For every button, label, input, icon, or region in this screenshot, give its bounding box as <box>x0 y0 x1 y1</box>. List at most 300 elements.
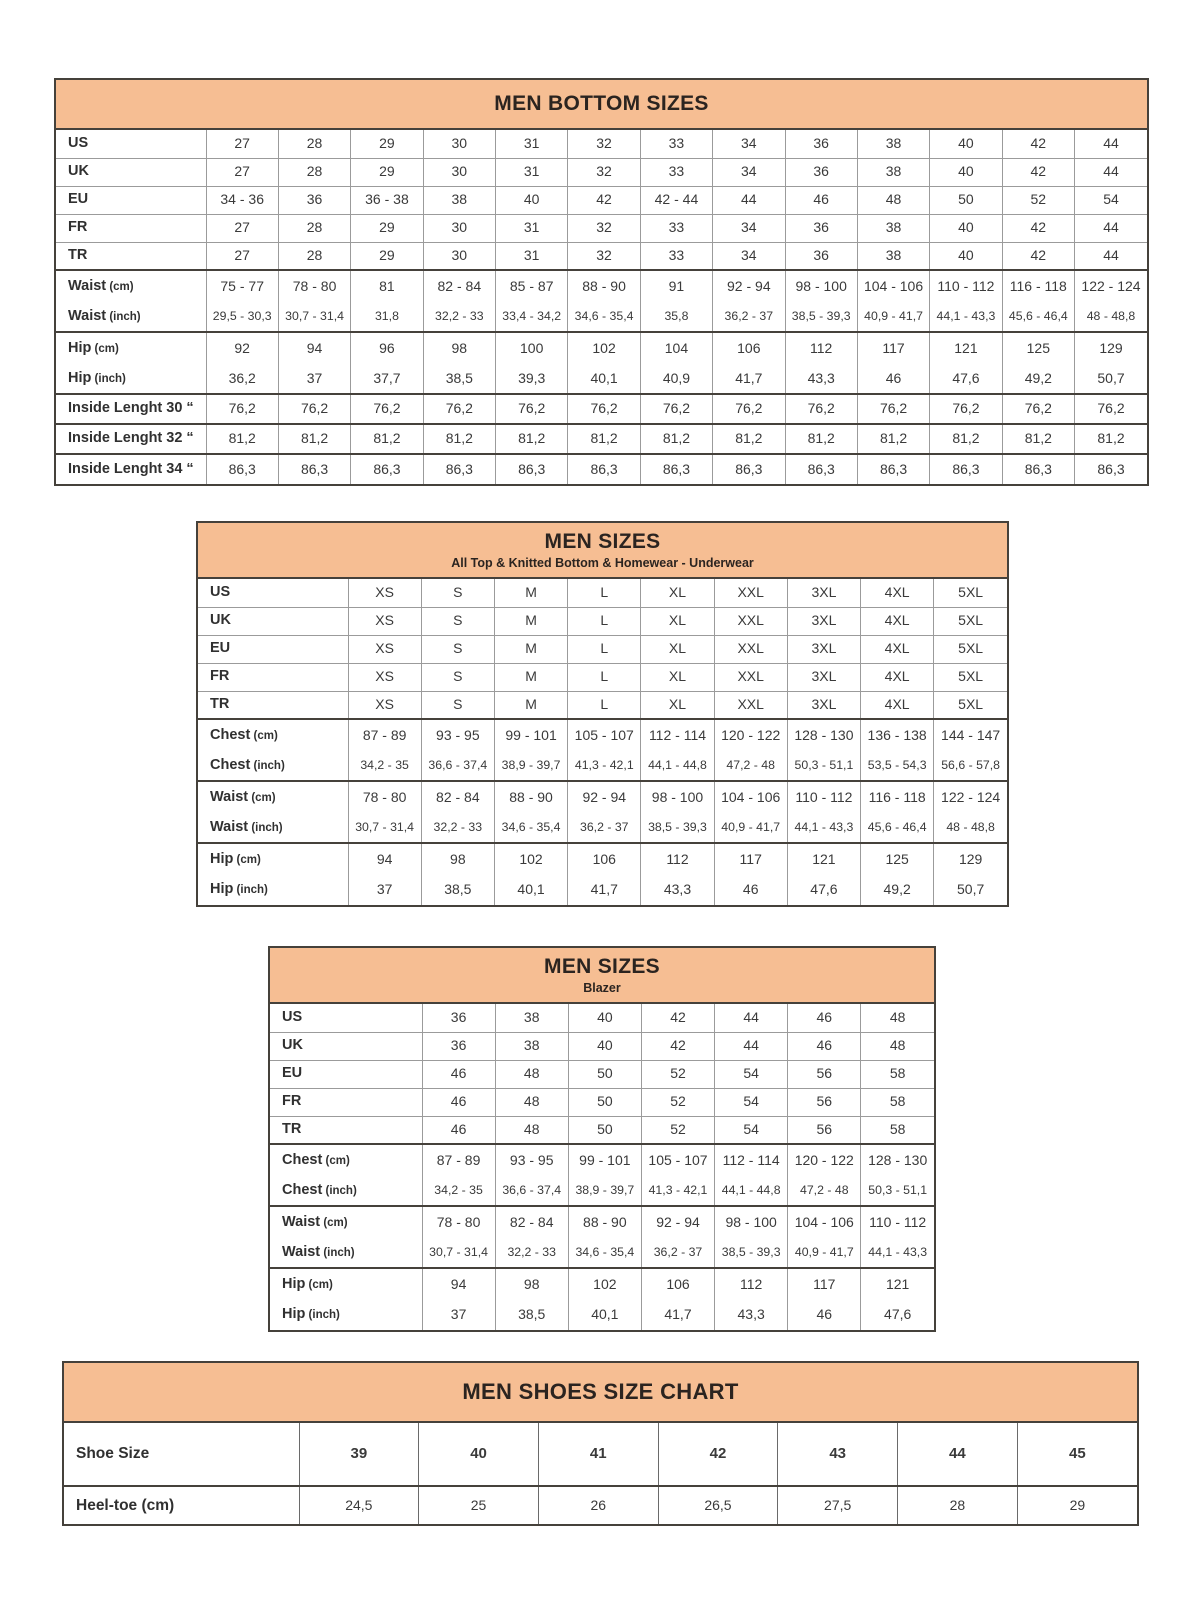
value-cell: 43,3 <box>641 875 714 905</box>
value-cell: 3XL <box>787 607 860 635</box>
row-label: TR <box>198 691 348 719</box>
value-cell: 36 <box>785 158 857 186</box>
row-label: Hip (cm) <box>56 332 206 364</box>
value-cell: 50 <box>568 1088 641 1116</box>
value-cell: 41 <box>538 1423 658 1486</box>
value-cell: 50 <box>930 186 1002 214</box>
value-cell: 98 - 100 <box>785 270 857 302</box>
value-cell: 34 <box>713 214 785 242</box>
value-cell: 30,7 - 31,4 <box>278 302 350 332</box>
value-cell: 112 <box>715 1268 788 1300</box>
row-label: Chest (inch) <box>282 1181 357 1198</box>
value-cell: XS <box>348 579 421 607</box>
table-row <box>56 302 1147 332</box>
value-cell: 40,1 <box>568 364 640 394</box>
value-cell: 27 <box>206 130 278 158</box>
row-label: Chest (cm) <box>270 1144 422 1176</box>
value-cell: 121 <box>787 843 860 875</box>
value-cell: 33 <box>640 242 712 270</box>
value-cell: 112 <box>641 843 714 875</box>
value-cell: 58 <box>861 1116 934 1144</box>
value-cell: 58 <box>861 1060 934 1088</box>
value-cell: 30 <box>423 130 495 158</box>
table-row <box>56 394 1147 424</box>
value-cell: 104 <box>640 332 712 364</box>
men-shoes-size-chart-section <box>62 1361 1139 1526</box>
men-bottom-sizes-section <box>54 78 1149 486</box>
value-cell: 121 <box>861 1268 934 1300</box>
value-cell: 5XL <box>934 691 1007 719</box>
value-cell: 38,9 - 39,7 <box>568 1176 641 1206</box>
value-cell: 30 <box>423 214 495 242</box>
table-row <box>198 635 1007 663</box>
table-row <box>270 1032 934 1060</box>
value-cell: 76,2 <box>206 394 278 424</box>
value-cell: 37 <box>278 364 350 394</box>
row-label: US <box>282 1008 303 1025</box>
value-cell: 110 - 112 <box>930 270 1002 302</box>
table-row <box>198 875 1007 905</box>
table-title: MEN SIZES <box>544 530 661 554</box>
value-cell: 76,2 <box>1002 394 1074 424</box>
value-cell: S <box>421 663 494 691</box>
value-cell: 102 <box>568 332 640 364</box>
value-cell: 46 <box>788 1300 861 1330</box>
value-cell: 54 <box>715 1116 788 1144</box>
value-cell: 28 <box>898 1486 1018 1524</box>
value-cell: 36 <box>422 1004 495 1032</box>
table-row <box>56 424 1147 454</box>
value-cell: 99 - 101 <box>494 719 567 751</box>
table-row <box>198 719 1007 751</box>
value-cell: 46 <box>422 1060 495 1088</box>
row-label: FR <box>198 663 348 691</box>
men-bottom-sizes-table <box>56 130 1147 484</box>
value-cell: 30 <box>423 242 495 270</box>
value-cell: 96 <box>351 332 423 364</box>
table-row <box>56 364 1147 394</box>
men-sizes-tops-table <box>198 579 1007 905</box>
table-title: MEN BOTTOM SIZES <box>494 91 709 115</box>
table-row <box>270 1206 934 1238</box>
value-cell: 31,8 <box>351 302 423 332</box>
value-cell: 34,6 - 35,4 <box>568 1238 641 1268</box>
value-cell: 48 - 48,8 <box>1075 302 1148 332</box>
value-cell: 44 <box>715 1004 788 1032</box>
table-row <box>270 1268 934 1300</box>
value-cell: 56 <box>788 1116 861 1144</box>
table-row <box>270 1088 934 1116</box>
table-row <box>270 1060 934 1088</box>
value-cell: 99 - 101 <box>568 1144 641 1176</box>
men-shoes-size-chart-table <box>64 1423 1137 1524</box>
value-cell: 4XL <box>861 691 934 719</box>
value-cell: 100 <box>496 332 568 364</box>
value-cell: 76,2 <box>1075 394 1148 424</box>
value-cell: 34,2 - 35 <box>348 751 421 781</box>
value-cell: 54 <box>715 1060 788 1088</box>
value-cell: XL <box>641 663 714 691</box>
value-cell: XL <box>641 635 714 663</box>
value-cell: XXL <box>714 663 787 691</box>
value-cell: 40 <box>930 130 1002 158</box>
men-bottom-sizes-header <box>56 80 1147 130</box>
value-cell: 98 <box>495 1268 568 1300</box>
value-cell: 102 <box>494 843 567 875</box>
value-cell: 110 - 112 <box>787 781 860 813</box>
value-cell: 45 <box>1017 1423 1137 1486</box>
value-cell: 38,5 <box>423 364 495 394</box>
value-cell: 38 <box>857 214 929 242</box>
value-cell: 3XL <box>787 663 860 691</box>
value-cell: 136 - 138 <box>861 719 934 751</box>
value-cell: L <box>568 691 641 719</box>
value-cell: 54 <box>1075 186 1148 214</box>
value-cell: 36,2 - 37 <box>713 302 785 332</box>
value-cell: 46 <box>788 1004 861 1032</box>
value-cell: S <box>421 691 494 719</box>
value-cell: XXL <box>714 579 787 607</box>
value-cell: 42 <box>1002 242 1074 270</box>
value-cell: 86,3 <box>640 454 712 484</box>
row-label: Chest (inch) <box>210 756 285 773</box>
row-label-unit: (cm) <box>320 1216 348 1229</box>
value-cell: S <box>421 607 494 635</box>
value-cell: 76,2 <box>351 394 423 424</box>
value-cell: 86,3 <box>785 454 857 484</box>
value-cell: 38 <box>495 1032 568 1060</box>
value-cell: 88 - 90 <box>568 1206 641 1238</box>
row-label: EU <box>198 635 348 663</box>
value-cell: 47,6 <box>861 1300 934 1330</box>
value-cell: 82 - 84 <box>495 1206 568 1238</box>
value-cell: 29 <box>351 242 423 270</box>
table-row <box>56 186 1147 214</box>
value-cell: 122 - 124 <box>934 781 1007 813</box>
value-cell: L <box>568 635 641 663</box>
value-cell: 28 <box>278 158 350 186</box>
value-cell: 106 <box>641 1268 714 1300</box>
value-cell: 3XL <box>787 579 860 607</box>
value-cell: 76,2 <box>785 394 857 424</box>
value-cell: 47,2 - 48 <box>788 1176 861 1206</box>
value-cell: 3XL <box>787 635 860 663</box>
value-cell: 81,2 <box>496 424 568 454</box>
table-subtitle: All Top & Knitted Bottom & Homewear - Underwear <box>451 555 754 570</box>
value-cell: 32 <box>568 214 640 242</box>
row-label: Waist (cm) <box>56 270 206 302</box>
value-cell: 36,2 - 37 <box>641 1238 714 1268</box>
value-cell: 32 <box>568 130 640 158</box>
value-cell: 38 <box>857 130 929 158</box>
value-cell: 144 - 147 <box>934 719 1007 751</box>
men-sizes-blazer-table <box>270 1004 934 1330</box>
value-cell: 28 <box>278 242 350 270</box>
value-cell: 42 <box>641 1004 714 1032</box>
value-cell: 37 <box>422 1300 495 1330</box>
value-cell: 86,3 <box>930 454 1002 484</box>
value-cell: 78 - 80 <box>348 781 421 813</box>
value-cell: 41,7 <box>641 1300 714 1330</box>
value-cell: 38,5 - 39,3 <box>715 1238 788 1268</box>
value-cell: 44 <box>715 1032 788 1060</box>
value-cell: 40 <box>568 1032 641 1060</box>
row-label: Waist (cm) <box>198 781 348 813</box>
value-cell: 112 <box>785 332 857 364</box>
row-label: UK <box>198 607 348 635</box>
value-cell: 34 <box>713 242 785 270</box>
value-cell: 31 <box>496 158 568 186</box>
value-cell: 42 <box>1002 158 1074 186</box>
value-cell: 81,2 <box>640 424 712 454</box>
value-cell: 117 <box>788 1268 861 1300</box>
value-cell: L <box>568 607 641 635</box>
value-cell: 31 <box>496 214 568 242</box>
value-cell: 40,9 - 41,7 <box>714 813 787 843</box>
value-cell: 45,6 - 46,4 <box>1002 302 1074 332</box>
value-cell: 88 - 90 <box>494 781 567 813</box>
value-cell: 120 - 122 <box>714 719 787 751</box>
value-cell: 41,7 <box>568 875 641 905</box>
value-cell: M <box>494 663 567 691</box>
table-row <box>198 843 1007 875</box>
value-cell: 4XL <box>861 663 934 691</box>
value-cell: 36 <box>785 214 857 242</box>
row-label: EU <box>56 186 206 214</box>
value-cell: 25 <box>419 1486 539 1524</box>
value-cell: 46 <box>788 1032 861 1060</box>
table-row <box>56 454 1147 484</box>
value-cell: 48 <box>495 1088 568 1116</box>
value-cell: 5XL <box>934 579 1007 607</box>
value-cell: 40,9 - 41,7 <box>857 302 929 332</box>
value-cell: 32,2 - 33 <box>423 302 495 332</box>
row-label-unit: (inch) <box>305 1309 340 1322</box>
value-cell: 34 <box>713 158 785 186</box>
value-cell: 38,5 - 39,3 <box>641 813 714 843</box>
value-cell: 86,3 <box>1002 454 1074 484</box>
value-cell: 58 <box>861 1088 934 1116</box>
value-cell: 42 - 44 <box>640 186 712 214</box>
men-sizes-blazer-header <box>270 948 934 1004</box>
row-label: Heel-toe (cm) <box>64 1486 299 1524</box>
value-cell: 42 <box>1002 130 1074 158</box>
value-cell: 86,3 <box>351 454 423 484</box>
value-cell: 81 <box>351 270 423 302</box>
row-label: Waist (inch) <box>210 818 283 835</box>
value-cell: 76,2 <box>640 394 712 424</box>
value-cell: 26,5 <box>658 1486 778 1524</box>
value-cell: 50,7 <box>1075 364 1148 394</box>
value-cell: 31 <box>496 242 568 270</box>
table-row <box>270 1144 934 1176</box>
value-cell: 40,9 <box>640 364 712 394</box>
value-cell: 48 <box>861 1032 934 1060</box>
value-cell: 81,2 <box>351 424 423 454</box>
table-row <box>198 607 1007 635</box>
table-row <box>270 1300 934 1330</box>
value-cell: 29 <box>1017 1486 1137 1524</box>
value-cell: 4XL <box>861 579 934 607</box>
value-cell: 46 <box>422 1116 495 1144</box>
value-cell: 125 <box>1002 332 1074 364</box>
value-cell: 36 <box>278 186 350 214</box>
row-label-unit: (cm) <box>250 729 278 742</box>
value-cell: 27 <box>206 214 278 242</box>
value-cell: 81,2 <box>857 424 929 454</box>
value-cell: XS <box>348 691 421 719</box>
value-cell: 28 <box>278 214 350 242</box>
value-cell: 42 <box>641 1032 714 1060</box>
row-label: Hip (inch) <box>68 369 126 386</box>
row-label-unit: (inch) <box>91 372 126 385</box>
value-cell: 40,1 <box>568 1300 641 1330</box>
row-label-unit: (cm) <box>233 853 261 866</box>
value-cell: 86,3 <box>713 454 785 484</box>
table-row <box>198 781 1007 813</box>
row-label: Chest (cm) <box>198 719 348 751</box>
value-cell: S <box>421 579 494 607</box>
value-cell: 49,2 <box>861 875 934 905</box>
value-cell: 52 <box>1002 186 1074 214</box>
value-cell: 38 <box>857 242 929 270</box>
row-label: Inside Lenght 32 “ <box>56 424 206 454</box>
value-cell: 52 <box>641 1060 714 1088</box>
value-cell: 40 <box>419 1423 539 1486</box>
value-cell: 106 <box>713 332 785 364</box>
value-cell: XS <box>348 663 421 691</box>
value-cell: 98 <box>421 843 494 875</box>
value-cell: 48 - 48,8 <box>934 813 1007 843</box>
value-cell: 88 - 90 <box>568 270 640 302</box>
table-row <box>56 270 1147 302</box>
value-cell: XXL <box>714 635 787 663</box>
table-row <box>56 158 1147 186</box>
value-cell: 38,5 <box>495 1300 568 1330</box>
table-row <box>270 1004 934 1032</box>
value-cell: 33 <box>640 158 712 186</box>
value-cell: 4XL <box>861 607 934 635</box>
value-cell: 36 <box>785 242 857 270</box>
value-cell: 44 <box>1075 242 1148 270</box>
value-cell: 50,7 <box>934 875 1007 905</box>
value-cell: 50,3 - 51,1 <box>787 751 860 781</box>
value-cell: 122 - 124 <box>1075 270 1148 302</box>
row-label: Waist (inch) <box>282 1243 355 1260</box>
value-cell: 82 - 84 <box>423 270 495 302</box>
value-cell: XL <box>641 579 714 607</box>
table-title: MEN SHOES SIZE CHART <box>462 1379 739 1405</box>
row-label-unit: (cm) <box>305 1278 333 1291</box>
value-cell: 41,3 - 42,1 <box>568 751 641 781</box>
value-cell: 29 <box>351 158 423 186</box>
value-cell: 128 - 130 <box>787 719 860 751</box>
value-cell: 92 - 94 <box>568 781 641 813</box>
value-cell: 76,2 <box>713 394 785 424</box>
value-cell: 39,3 <box>496 364 568 394</box>
value-cell: 53,5 - 54,3 <box>861 751 934 781</box>
value-cell: 29 <box>351 214 423 242</box>
value-cell: 98 <box>423 332 495 364</box>
value-cell: 37 <box>348 875 421 905</box>
value-cell: 81,2 <box>568 424 640 454</box>
value-cell: M <box>494 607 567 635</box>
men-sizes-blazer-section <box>268 946 936 1332</box>
value-cell: 40 <box>930 214 1002 242</box>
value-cell: 128 - 130 <box>861 1144 934 1176</box>
value-cell: 76,2 <box>930 394 1002 424</box>
value-cell: 82 - 84 <box>421 781 494 813</box>
value-cell: 91 <box>640 270 712 302</box>
value-cell: L <box>568 663 641 691</box>
value-cell: 49,2 <box>1002 364 1074 394</box>
row-label: Hip (cm) <box>198 843 348 875</box>
value-cell: 104 - 106 <box>788 1206 861 1238</box>
value-cell: 46 <box>785 186 857 214</box>
value-cell: 87 - 89 <box>422 1144 495 1176</box>
value-cell: 40,9 - 41,7 <box>788 1238 861 1268</box>
value-cell: 120 - 122 <box>788 1144 861 1176</box>
row-label-unit: (cm) <box>91 342 119 355</box>
value-cell: 38 <box>495 1004 568 1032</box>
value-cell: M <box>494 579 567 607</box>
value-cell: 121 <box>930 332 1002 364</box>
value-cell: 116 - 118 <box>861 781 934 813</box>
row-label: Waist (cm) <box>270 1206 422 1238</box>
table-row <box>64 1486 1137 1524</box>
value-cell: 38 <box>423 186 495 214</box>
value-cell: 33 <box>640 130 712 158</box>
value-cell: 81,2 <box>1075 424 1148 454</box>
value-cell: 33 <box>640 214 712 242</box>
table-row <box>64 1423 1137 1486</box>
table-row <box>198 751 1007 781</box>
value-cell: 38,5 <box>421 875 494 905</box>
value-cell: 78 - 80 <box>422 1206 495 1238</box>
value-cell: 76,2 <box>496 394 568 424</box>
value-cell: 36 <box>422 1032 495 1060</box>
value-cell: 76,2 <box>423 394 495 424</box>
value-cell: M <box>494 691 567 719</box>
value-cell: 81,2 <box>206 424 278 454</box>
row-label: Hip (inch) <box>210 881 268 898</box>
value-cell: 56 <box>788 1060 861 1088</box>
value-cell: 86,3 <box>423 454 495 484</box>
men-shoes-size-chart-header <box>64 1363 1137 1423</box>
value-cell: 42 <box>568 186 640 214</box>
value-cell: 92 - 94 <box>713 270 785 302</box>
value-cell: 44 <box>713 186 785 214</box>
value-cell: 42 <box>1002 214 1074 242</box>
value-cell: 81,2 <box>713 424 785 454</box>
row-label: FR <box>56 214 206 242</box>
value-cell: 48 <box>857 186 929 214</box>
value-cell: 48 <box>495 1116 568 1144</box>
value-cell: 44,1 - 44,8 <box>715 1176 788 1206</box>
row-label: Hip (cm) <box>270 1268 422 1300</box>
value-cell: 104 - 106 <box>714 781 787 813</box>
value-cell: S <box>421 635 494 663</box>
value-cell: 56,6 - 57,8 <box>934 751 1007 781</box>
value-cell: 117 <box>714 843 787 875</box>
value-cell: 35,8 <box>640 302 712 332</box>
value-cell: 34 <box>713 130 785 158</box>
value-cell: 129 <box>1075 332 1148 364</box>
value-cell: 56 <box>788 1088 861 1116</box>
value-cell: 38 <box>857 158 929 186</box>
value-cell: 5XL <box>934 607 1007 635</box>
row-label: Waist (inch) <box>68 307 141 324</box>
